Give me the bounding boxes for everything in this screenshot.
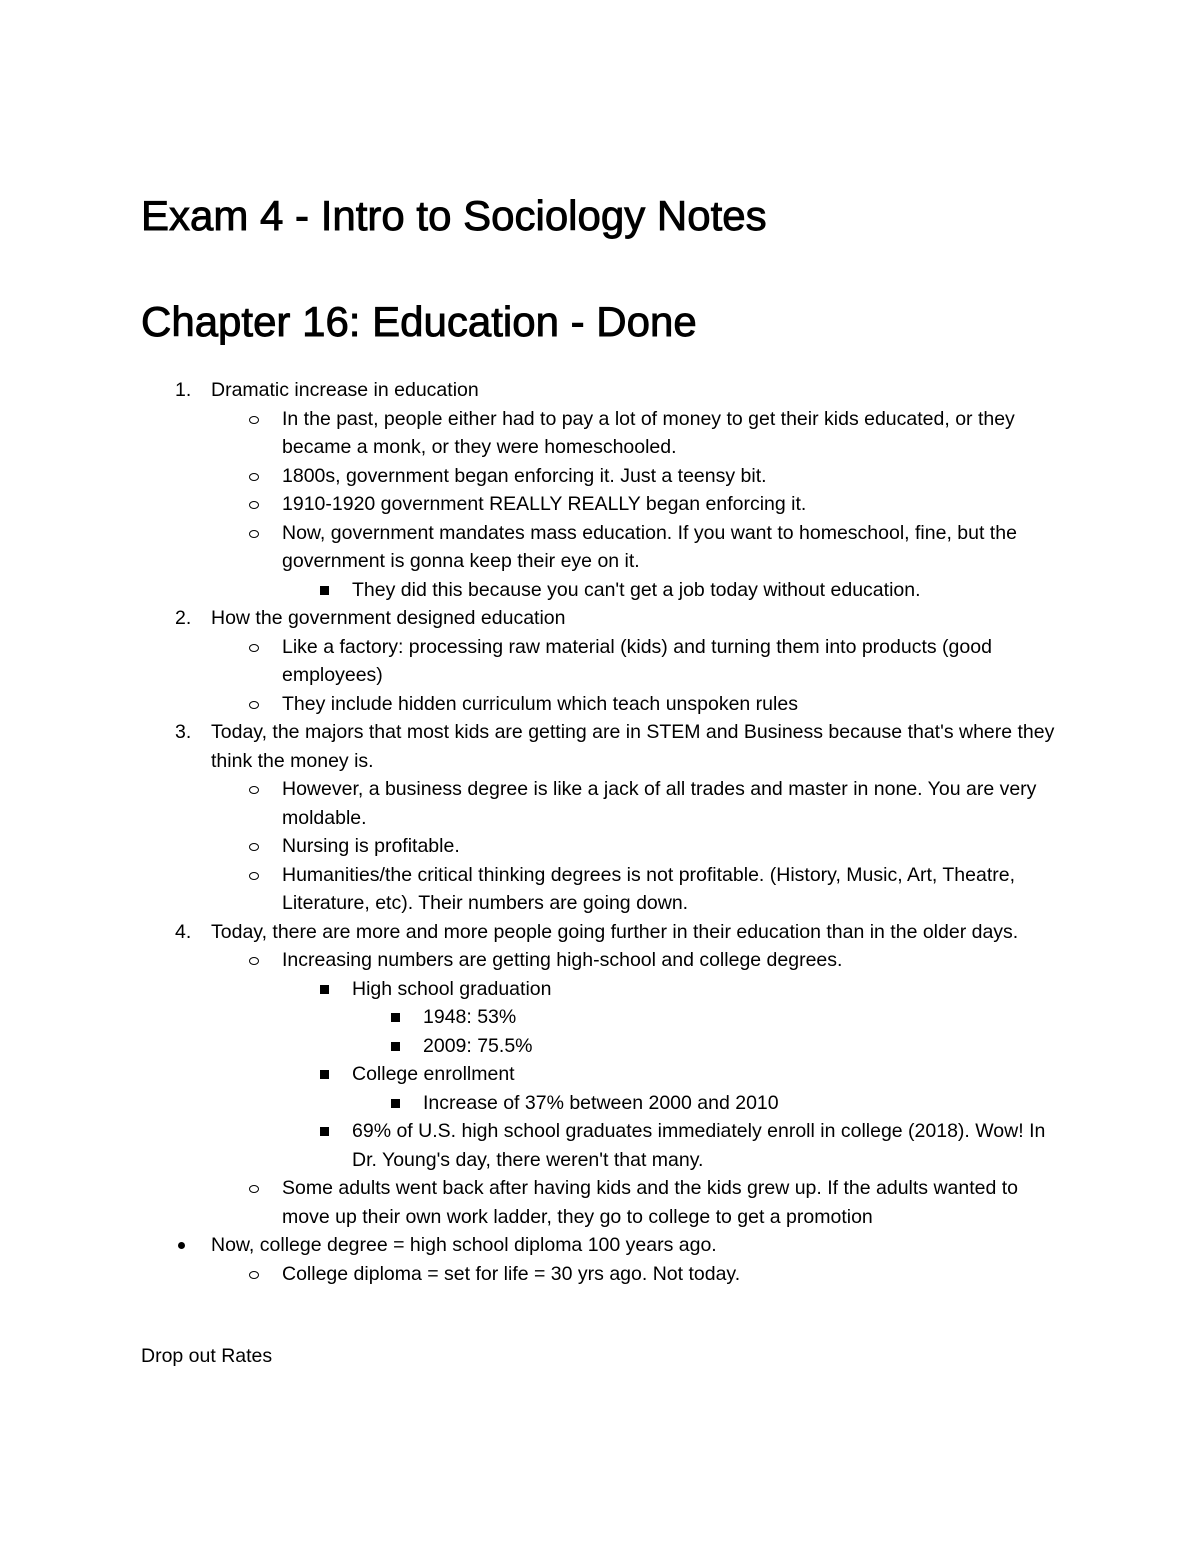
- list-item-text: 1948: 53%: [423, 1006, 517, 1028]
- square-bullet-icon: [320, 586, 329, 595]
- square-bullet-icon: [320, 1127, 329, 1136]
- list-number: 1.: [175, 379, 192, 401]
- list-item: [141, 376, 1071, 405]
- hollow-bullet-icon: [249, 872, 259, 880]
- list-item: [141, 490, 1071, 519]
- list-item-text: Now, college degree = high school diploma 100 years ago.: [211, 1234, 717, 1256]
- list-item-text: Nursing is profitable.: [282, 835, 460, 857]
- document-title: Exam 4 - Intro to Sociology Notes: [141, 192, 767, 239]
- list-item-text: Today, there are more and more people going further in their education than in the older days.: [211, 920, 1019, 943]
- list-item-text: Today, the majors that most kids are getting are in STEM and Business because that's where they think the money is.: [211, 721, 1055, 772]
- list-item-text: However, a business degree is like a jack of all trades and master in none. You are very moldable.: [282, 778, 1037, 829]
- list-item: [141, 690, 1071, 719]
- list-item: [141, 633, 1071, 690]
- hollow-bullet-icon: [249, 786, 259, 794]
- chapter-heading: Chapter 16: Education - Done: [141, 298, 697, 345]
- list-item: [141, 1003, 1071, 1032]
- square-bullet-icon: [320, 1070, 329, 1079]
- list-item-text: 69% of U.S. high school graduates immediately enroll in college (2018). Wow! In Dr. Young's day, there weren't that many.: [352, 1120, 1046, 1171]
- list-item: [141, 1060, 1071, 1089]
- list-item: [141, 576, 1071, 605]
- list-item-text: 1800s, government began enforcing it. Just a teensy bit.: [282, 464, 767, 487]
- hollow-bullet-icon: [249, 416, 259, 424]
- list-item-text: In the past, people either had to pay a lot of money to get their kids educated, or they became a monk, or they were homeschooled.: [282, 407, 1015, 458]
- hollow-bullet-icon: [249, 957, 259, 965]
- bullet-icon: [178, 1242, 185, 1249]
- hollow-bullet-icon: [249, 530, 259, 538]
- hollow-bullet-icon: [249, 1185, 259, 1193]
- list-item: [141, 519, 1071, 576]
- list-item-text: Increasing numbers are getting high-school and college degrees.: [282, 949, 843, 971]
- list-number: 3.: [175, 721, 192, 743]
- list-item-text: They did this because you can't get a job today without education.: [352, 578, 921, 601]
- list-item: [141, 1231, 1071, 1260]
- list-item: [141, 975, 1071, 1004]
- list-item-text: College diploma = set for life = 30 yrs ago. Not today.: [282, 1262, 741, 1285]
- list-item: [141, 1089, 1071, 1118]
- hollow-bullet-icon: [249, 501, 259, 509]
- square-bullet-icon: [391, 1099, 400, 1108]
- square-bullet-icon: [320, 985, 329, 994]
- notes-list: [141, 376, 1071, 1288]
- list-item-text: Increase of 37% between 2000 and 2010: [423, 1091, 779, 1114]
- list-item: [141, 861, 1071, 918]
- list-item-text: Humanities/the critical thinking degrees is not profitable. (History, Music, Art, Theatre, Literature, etc). Their numbers are going down.: [282, 863, 1016, 914]
- list-item: [141, 462, 1071, 491]
- list-item-text: 1910-1920 government REALLY REALLY began enforcing it.: [282, 493, 807, 515]
- hollow-bullet-icon: [249, 473, 259, 481]
- list-item-text: College enrollment: [352, 1063, 515, 1085]
- list-item-text: Like a factory: processing raw material (kids) and turning them into products (good employees): [282, 635, 992, 686]
- list-item: [141, 1117, 1071, 1174]
- hollow-bullet-icon: [249, 644, 259, 652]
- list-item-text: High school graduation: [352, 977, 552, 1000]
- section-label-drop-out-rates: Drop out Rates: [141, 1345, 273, 1367]
- list-item-text: They include hidden curriculum which teach unspoken rules: [282, 692, 798, 715]
- list-item-text: 2009: 75.5%: [423, 1034, 533, 1057]
- list-item: [141, 832, 1071, 861]
- list-item-text: Now, government mandates mass education. If you want to homeschool, fine, but the government is gonna keep their eye on it.: [282, 521, 1017, 572]
- hollow-bullet-icon: [249, 843, 259, 851]
- square-bullet-icon: [391, 1013, 400, 1022]
- list-item-text: How the government designed education: [211, 607, 566, 629]
- list-item: [141, 918, 1071, 947]
- list-item: [141, 405, 1071, 462]
- list-item-text: Some adults went back after having kids and the kids grew up. If the adults wanted to move up their own work ladder, they go to college to get a promotion: [282, 1177, 1019, 1228]
- list-item: [141, 1174, 1071, 1231]
- list-item-text: Dramatic increase in education: [211, 379, 479, 401]
- list-number: 4.: [175, 920, 192, 943]
- list-item: [141, 604, 1071, 633]
- list-item: [141, 946, 1071, 975]
- list-number: 2.: [175, 607, 192, 629]
- hollow-bullet-icon: [249, 1271, 259, 1279]
- list-item: [141, 718, 1071, 775]
- square-bullet-icon: [391, 1042, 400, 1051]
- hollow-bullet-icon: [249, 701, 259, 709]
- list-item: [141, 1260, 1071, 1289]
- list-item: [141, 1032, 1071, 1061]
- list-item: [141, 775, 1071, 832]
